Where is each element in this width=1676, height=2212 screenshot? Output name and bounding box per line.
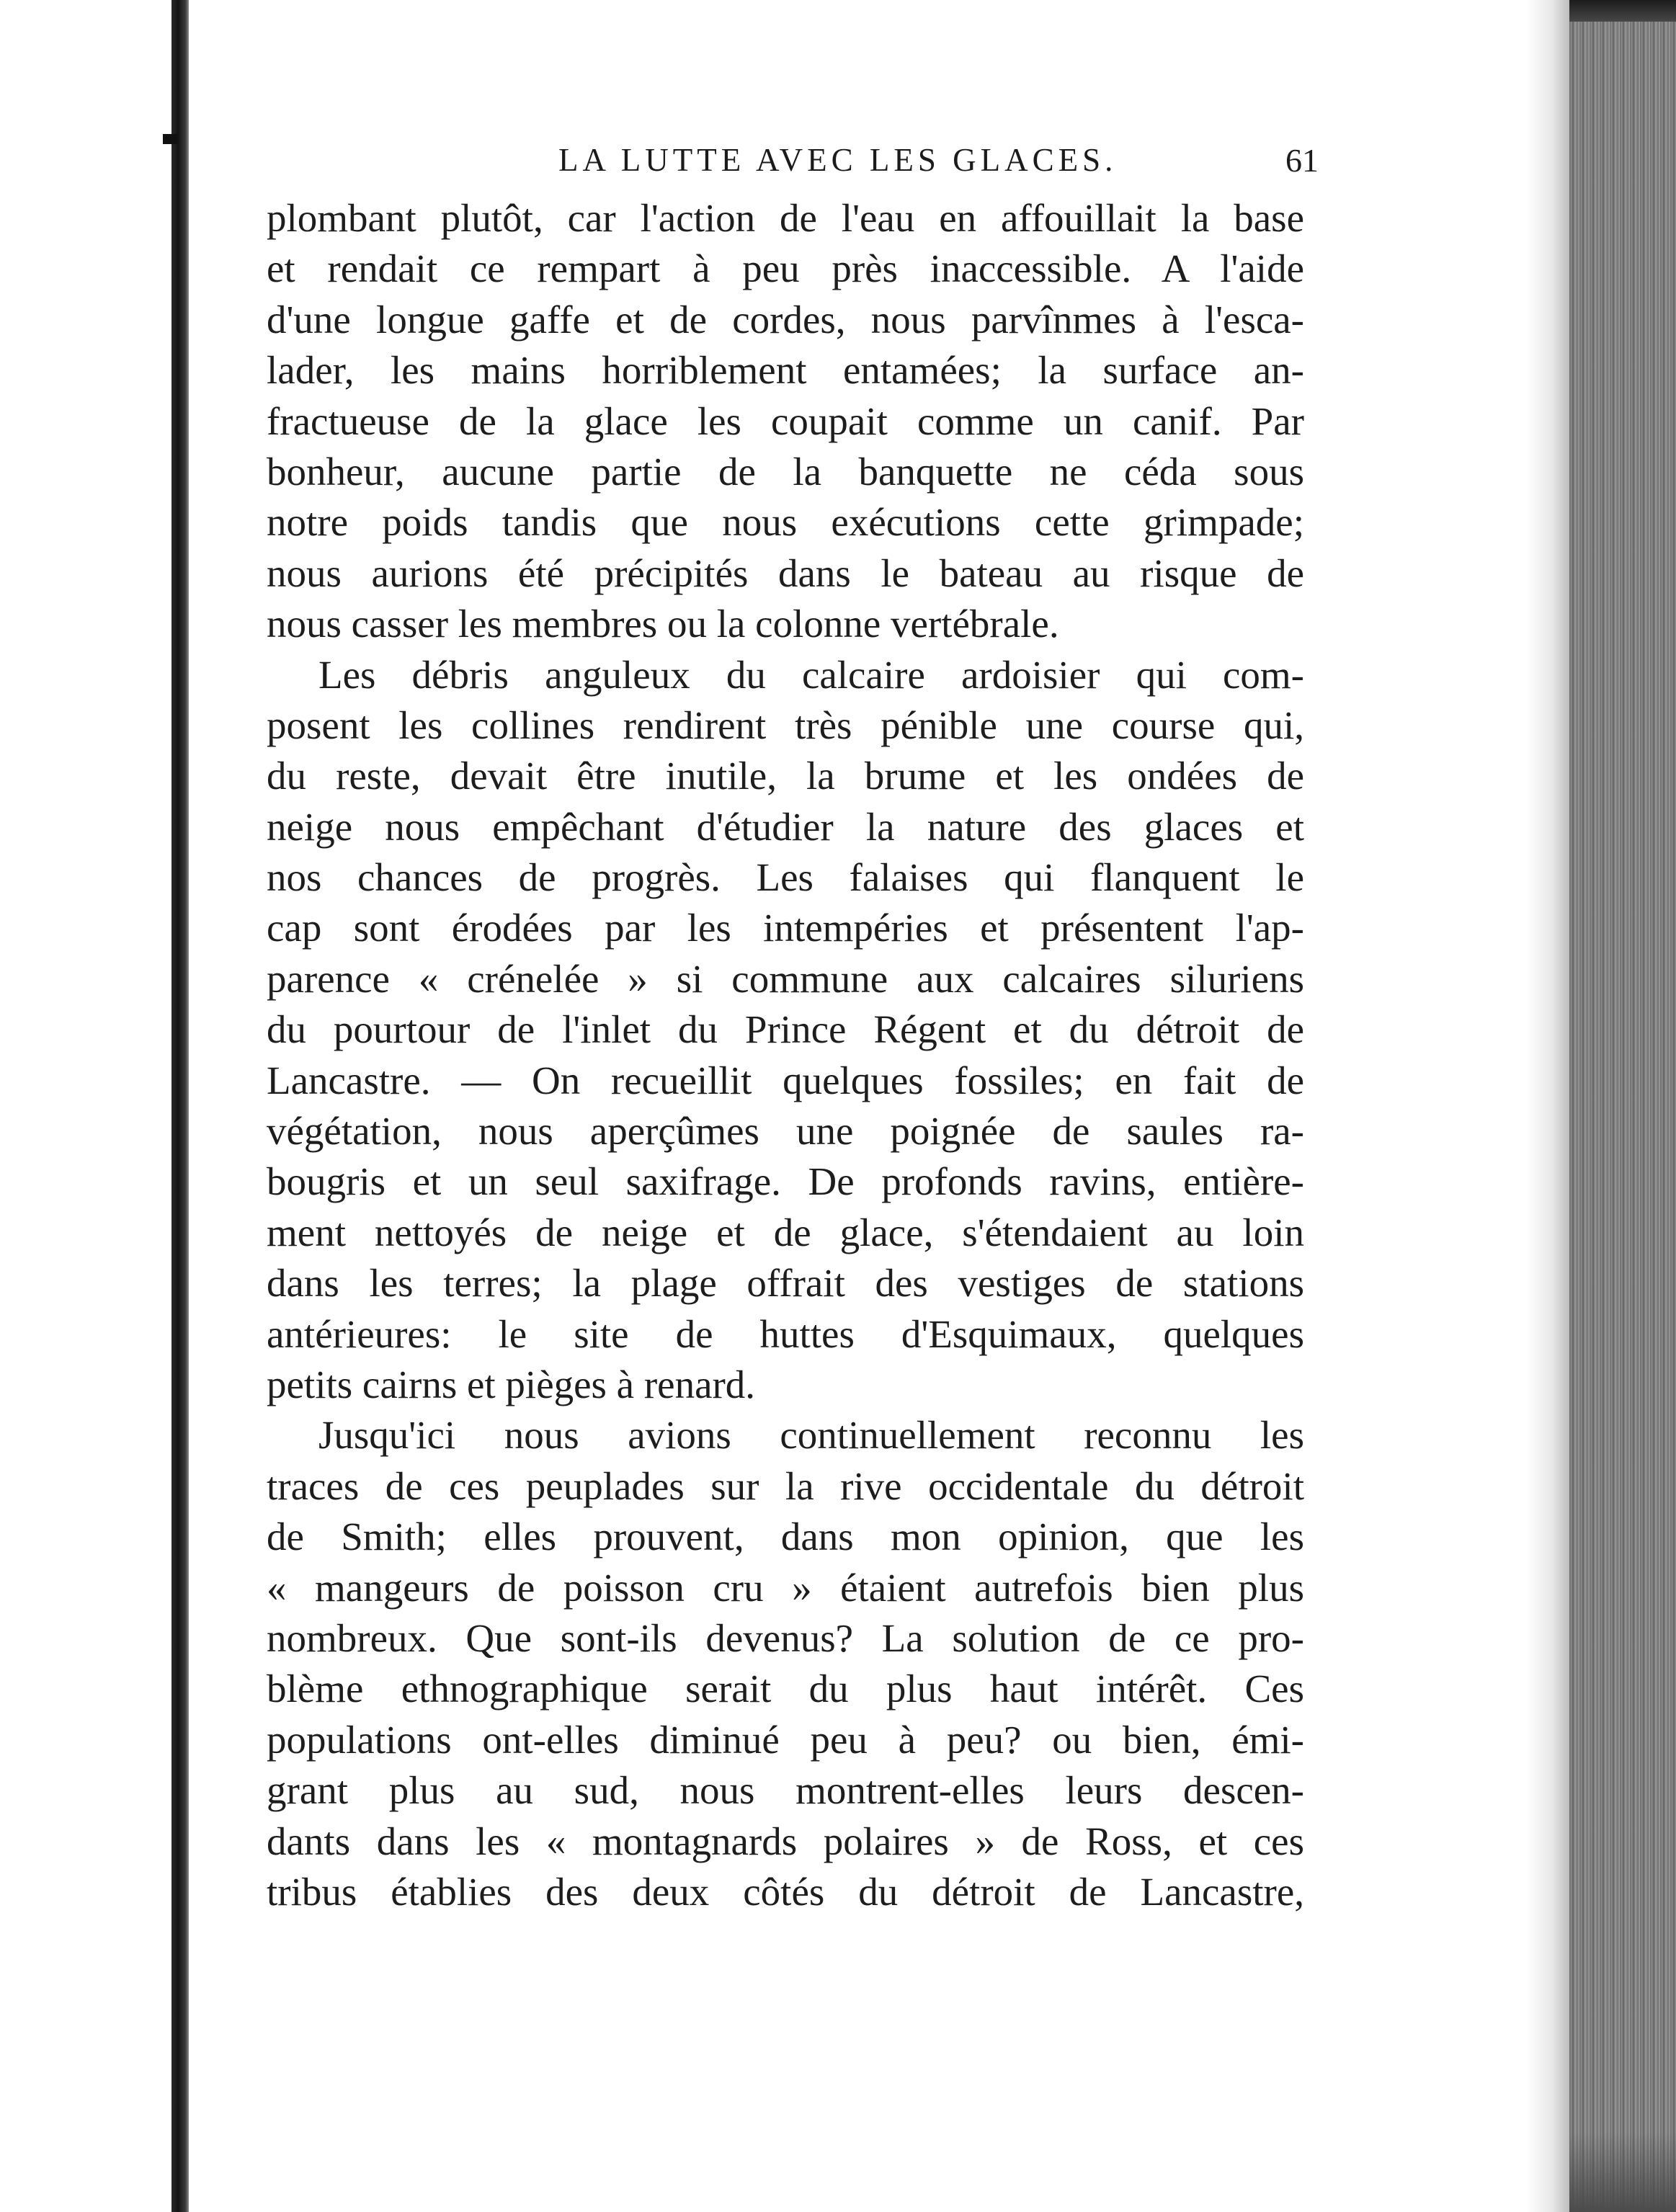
paragraph — [267, 650, 1304, 1411]
text-line: populations ont-elles diminué peu à peu? ou bien, émi- — [267, 1717, 1304, 1762]
text-line: dants dans les « montagnards polaires » de Ross, et ces — [267, 1819, 1304, 1863]
running-title: LA LUTTE AVEC LES GLACES. — [558, 142, 1118, 178]
text-line: neige nous empêchant d'étudier la nature des glaces et — [267, 804, 1304, 849]
text-line: dans les terres; la plage offrait des vestiges de stations — [267, 1261, 1304, 1306]
page-stack-edges — [1569, 22, 1676, 2212]
text-line: plombant plutôt, car l'action de l'eau en affouillait la base — [267, 196, 1304, 240]
text-line: et rendait ce rempart à peu près inaccessible. A l'aide — [267, 246, 1304, 291]
text-line: blème ethnographique serait du plus haut intérêt. Ces — [267, 1667, 1304, 1711]
left-margin — [0, 0, 186, 2212]
paragraph — [267, 193, 1304, 650]
text-line: nous aurions été précipités dans le bateau au risque de — [267, 550, 1304, 595]
text-line: nous casser les membres ou la colonne vertébrale. — [267, 602, 1059, 646]
spine-mark — [163, 134, 177, 144]
text-line: Les débris anguleux du calcaire ardoisier qui com- — [318, 652, 1304, 697]
text-line: du pourtour de l'inlet du Prince Régent et du détroit de — [267, 1007, 1304, 1052]
book-spine-edge — [171, 0, 189, 2212]
text-line: bonheur, aucune partie de la banquette ne céda sous — [267, 449, 1304, 494]
text-line: « mangeurs de poisson cru » étaient autrefois bien plus — [267, 1565, 1304, 1610]
text-line: parence « crénelée » si commune aux calcaires siluriens — [267, 956, 1304, 1001]
text-line: notre poids tandis que nous exécutions cette grimpade; — [267, 500, 1304, 545]
text-line: du reste, devait être inutile, la brume et les ondées de — [267, 754, 1304, 798]
body-text — [267, 193, 1304, 1917]
text-line: antérieures: le site de huttes d'Esquimaux, quelques — [267, 1311, 1304, 1356]
text-line: nos chances de progrès. Les falaises qui flanquent le — [267, 855, 1304, 900]
text-line: tribus établies des deux côtés du détroit de Lancastre, — [267, 1869, 1304, 1914]
paragraph — [267, 1410, 1304, 1917]
text-line: grant plus au sud, nous montrent-elles leurs descen- — [267, 1768, 1304, 1813]
text-line: ment nettoyés de neige et de glace, s'étendaient au loin — [267, 1210, 1304, 1254]
page-edge-shadow — [1526, 0, 1569, 2212]
text-line: Jusqu'ici nous avions continuellement reconnu les — [318, 1413, 1304, 1458]
page-stack-bottom — [1569, 2133, 1676, 2212]
text-line: fractueuse de la glace les coupait comme un canif. Par — [267, 398, 1304, 443]
text-line: végétation, nous aperçûmes une poignée de saules ra- — [267, 1109, 1304, 1154]
page-header — [274, 141, 1319, 192]
text-line: lader, les mains horriblement entamées; la surface an- — [267, 348, 1304, 393]
text-line: Lancastre. — On recueillit quelques fossiles; en fait de — [267, 1058, 1304, 1102]
text-line: nombreux. Que sont-ils devenus? La solution de ce pro- — [267, 1615, 1304, 1660]
text-line: cap sont érodées par les intempéries et présentent l'ap- — [267, 906, 1304, 950]
page-number: 61 — [1285, 142, 1319, 179]
text-line: d'une longue gaffe et de cordes, nous parvînmes à l'esca- — [267, 297, 1304, 342]
text-line: petits cairns et pièges à renard. — [267, 1362, 756, 1406]
text-line: traces de ces peuplades sur la rive occidentale du détroit — [267, 1463, 1304, 1508]
text-line: de Smith; elles prouvent, dans mon opinion, que les — [267, 1515, 1304, 1559]
text-line: bougris et un seul saxifrage. De profonds ravins, entière- — [267, 1159, 1304, 1204]
text-line: posent les collines rendirent très pénible une course qui, — [267, 703, 1304, 747]
